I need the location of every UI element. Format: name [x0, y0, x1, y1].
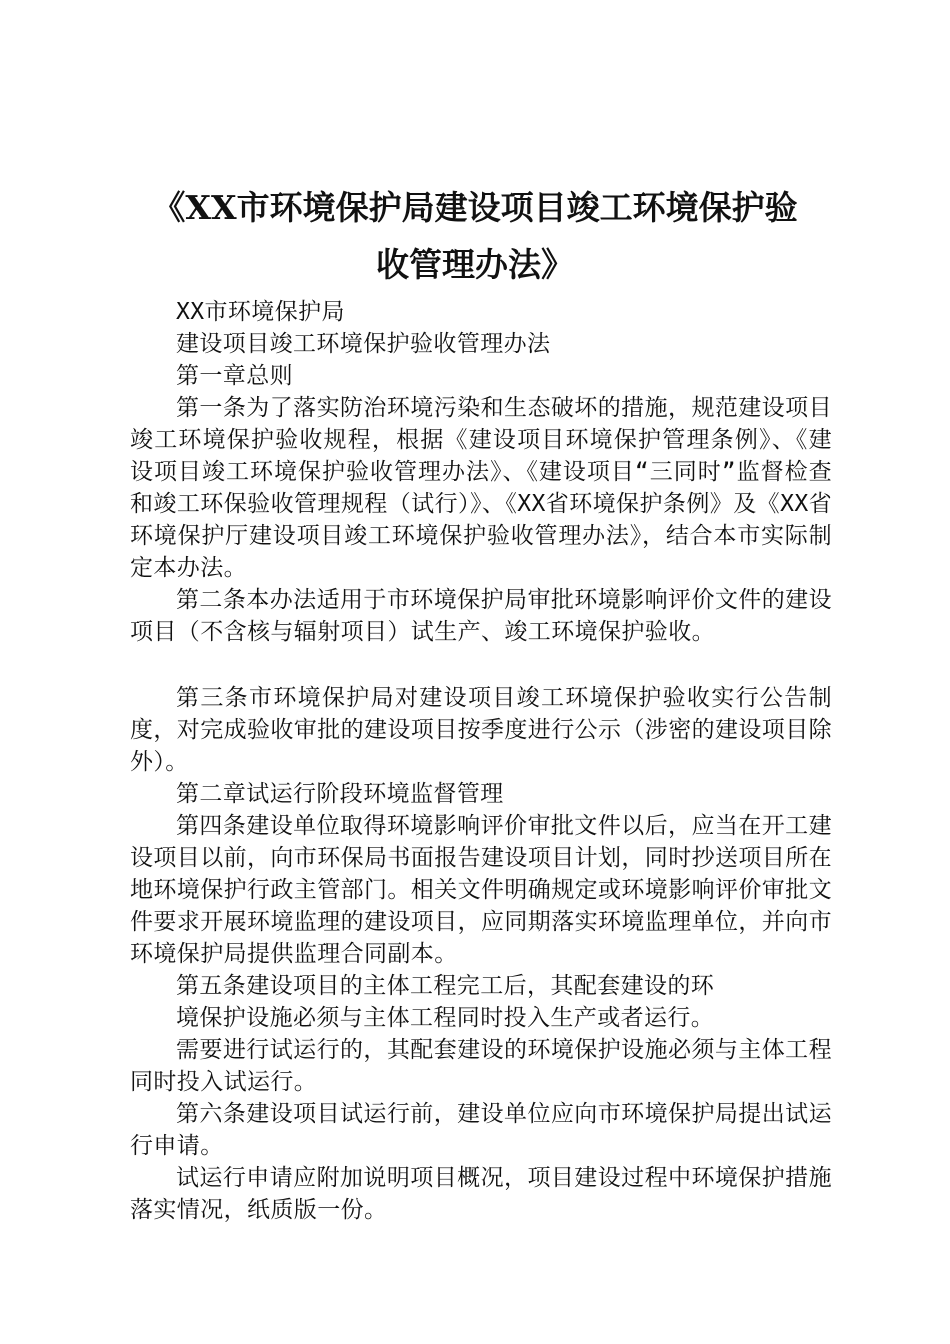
article-paragraph: 第四条建设单位取得环境影响评价审批文件以后，应当在开工建设项目以前，向市环保局书面报告建设项目计划，同时抄送项目所在地环境保护行政主管部门。相关文件明确规定或环境影响评价审批文件要求开展环境监理的建设项目，应同期落实环境监理单位，并向市环境保护局提供监理合同副本。 — [130, 813, 832, 967]
article-paragraph: 第三条市环境保护局对建设项目竣工环境保护验收实行公告制度，对完成验收审批的建设项目按季度进行公示（涉密的建设项目除外）。 — [130, 685, 832, 775]
chapter-heading: 第一章总则 — [176, 363, 293, 389]
article-paragraph-continuation: 境保护设施必须与主体工程同时投入生产或者运行。 — [176, 1005, 715, 1031]
article-paragraph: 试运行申请应附加说明项目概况，项目建设过程中环境保护措施落实情况，纸质版一份。 — [130, 1165, 832, 1223]
document-title-line-1: 《XX市环境保护局建设项目竣工环境保护验 — [152, 188, 798, 227]
article-paragraph: 第五条建设项目的主体工程完工后，其配套建设的环 — [176, 973, 715, 999]
article-paragraph: 第二条本办法适用于市环境保护局审批环境影响评价文件的建设项目（不含核与辐射项目）试生产、竣工环境保护验收。 — [130, 587, 832, 645]
document-title-line-2: 收管理办法》 — [376, 245, 574, 284]
article-paragraph: 需要进行试运行的，其配套建设的环境保护设施必须与主体工程同时投入试运行。 — [130, 1037, 832, 1095]
article-paragraph: 第六条建设项目试运行前，建设单位应向市环境保护局提出试运行申请。 — [130, 1101, 832, 1159]
subtitle-line: 建设项目竣工环境保护验收管理办法 — [176, 331, 551, 357]
issuer-line: XX市环境保护局 — [176, 299, 345, 325]
document-body — [130, 296, 832, 1226]
article-paragraph: 第一条为了落实防治环境污染和生态破坏的措施，规范建设项目竣工环境保护验收规程，根据《建设项目环境保护管理条例》、《建设项目竣工环境保护验收管理办法》、《建设项目“三同时”监督检查和竣工环保验收管理规程（试行）》、《XX省环境保护条例》及《XX省环境保护厅建设项目竣工环境保护验收管理办法》，结合本市实际制定本办法。 — [130, 395, 832, 581]
chapter-heading: 第二章试运行阶段环境监督管理 — [176, 781, 504, 807]
